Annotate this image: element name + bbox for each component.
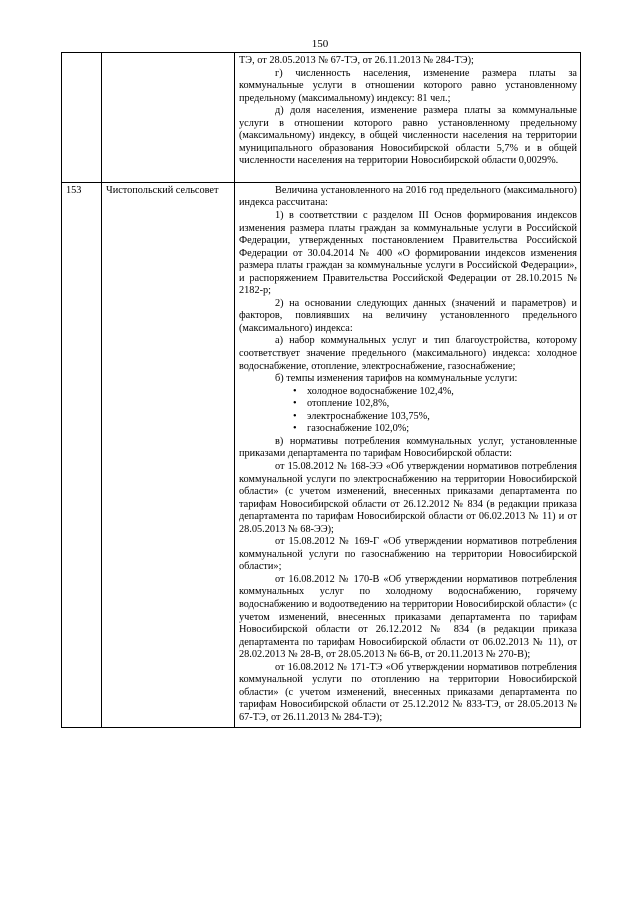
paragraph: 1) в соответствии с разделом III Основ формирования индексов изменения размера платы граждан за коммунальные услуги в Российской Федерации, утвержденных постановлением Правительства Российской Федерации от 30.04.2014 № 400 «О формировании индексов изменения размера платы граждан за коммунальные услуги в Российской Федерации», и распоряжением Правительства Российской Федерации от 28.10.2015 № 2182-р; [239, 210, 577, 297]
municipality-cell [102, 53, 235, 183]
list-item: • газоснабжение 102,0%; [293, 423, 577, 436]
paragraph: от 15.08.2012 № 168-ЭЭ «Об утверждении нормативов потребления коммунальной услуги по электроснабжению на территории Новосибирской области» (с учетом изменений, внесенных приказами департамента по тарифам Новосибирской области от 26.12.2012 № 834 (в редакции приказа департамента по тарифам Новосибирской области от 06.02.2013 № 11) и от 28.05.2013 № 68-ЭЭ); [239, 460, 577, 535]
description-cell [235, 53, 581, 183]
list-item: • холодное водоснабжение 102,4%, [293, 386, 577, 399]
paragraph: а) набор коммунальных услуг и тип благоустройства, которому соответствует значение предельного (максимального) индекса: холодное водоснабжение, отопление, электроснабжение, газоснабжение; [239, 335, 577, 372]
row-number-cell [62, 53, 102, 183]
paragraph: от 15.08.2012 № 169-Г «Об утверждении нормативов потребления коммунальной услуги по газоснабжению на территории Новосибирской области»; [239, 536, 577, 573]
paragraph: от 16.08.2012 № 170-В «Об утверждении нормативов потребления коммунальных услуг по холодному водоснабжению, горячему водоснабжению и водоотведению на территории Новосибирской области» (с учетом изменений, внесенных приказами департамента по тарифам Новосибирской области от 26.12.2012 № 834 (в редакции приказа департамента по тарифам Новосибирской области от 06.02.2013 № 11), от 28.02.2013 № 28-В, от 28.05.2013 № 66-В, от 20.11.2013 № 270-В); [239, 573, 577, 661]
page-number: 150 [311, 38, 329, 50]
table-row [62, 182, 581, 728]
paragraph: Величина установленного на 2016 год предельного (максимального) индекса рассчитана: [239, 184, 577, 209]
tariff-list [239, 386, 577, 436]
paragraph: 2) на основании следующих данных (значений и параметров) и факторов, повлиявших на величину установленного предельного (максимального) индекса: [239, 297, 577, 334]
description-cell [235, 182, 581, 728]
table-row [62, 53, 581, 183]
paragraph: г) численность населения, изменение размера платы за коммунальные услуги в отношении которого равно установленному предельному (максимальному) индексу: 81 чел.; [239, 67, 577, 104]
municipality-cell: Чистопольский сельсовет [102, 182, 235, 728]
paragraph: ТЭ, от 28.05.2013 № 67-ТЭ, от 26.11.2013 № 284-ТЭ); [239, 55, 474, 66]
row-number-cell: 153 [62, 182, 102, 728]
index-table [61, 52, 581, 728]
paragraph: от 16.08.2012 № 171-ТЭ «Об утверждении нормативов потребления коммунальной услуги по отоплению на территории Новосибирской области» (с учетом изменений, внесенных приказами департамента по тарифам Новосибирской области от 25.12.2012 № 833-ТЭ, от 28.05.2013 № 67-ТЭ, от 26.11.2013 № 284-ТЭ); [239, 661, 577, 723]
paragraph: д) доля населения, изменение размера платы за коммунальные услуги в отношении которого равно установленному предельному (максимальному) индексу, в общей численности населения на территории муниципального образования Новосибирской области 5,7% и в общей численности населения на территории Новосибирской области 0,0029%. [239, 105, 577, 167]
list-item: • отопление 102,8%, [293, 398, 577, 411]
paragraph: б) темпы изменения тарифов на коммунальные услуги: [275, 373, 518, 385]
list-item: • электроснабжение 103,75%, [293, 411, 577, 424]
paragraph: в) нормативы потребления коммунальных услуг, установленные приказами департамента по тарифам Новосибирской области: [239, 435, 577, 460]
